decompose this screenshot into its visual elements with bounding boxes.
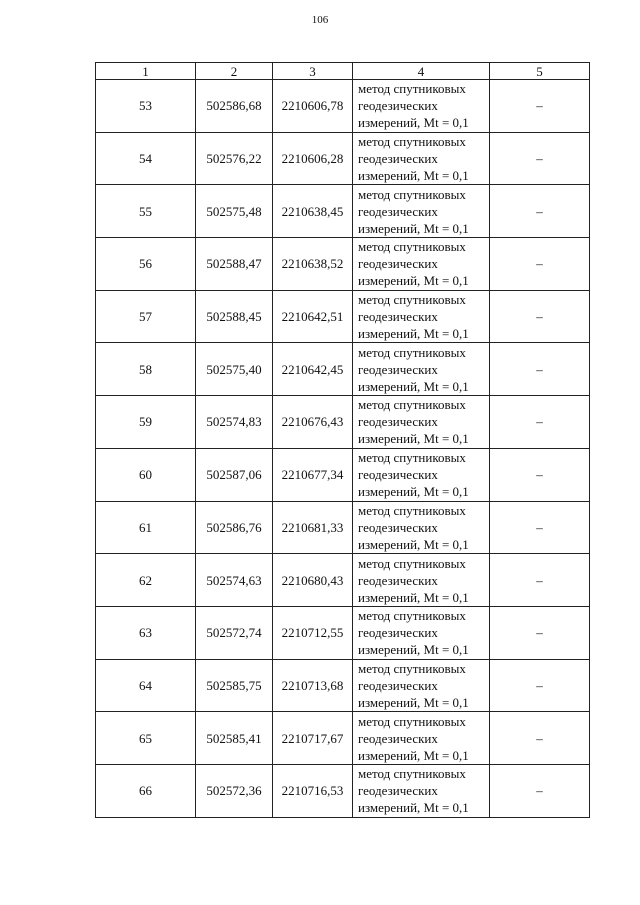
method-line: измерений, Mt = 0,1 xyxy=(358,273,469,289)
point-number-cell: 60 xyxy=(96,448,196,501)
method-line: измерений, Mt = 0,1 xyxy=(358,220,469,236)
x-coordinate-cell: 502587,06 xyxy=(196,448,273,501)
table-row xyxy=(96,290,590,343)
point-number-cell: 58 xyxy=(96,343,196,396)
y-coordinate-cell: 2210716,53 xyxy=(273,764,353,817)
method-line: измерений, Mt = 0,1 xyxy=(358,431,469,447)
page-number: 106 xyxy=(311,14,329,26)
x-coordinate-cell: 502575,48 xyxy=(196,185,273,238)
y-coordinate-cell: 2210680,43 xyxy=(273,554,353,607)
table-row xyxy=(96,712,590,765)
method-line: геодезических xyxy=(358,151,438,167)
x-coordinate-cell: 502586,68 xyxy=(196,80,273,133)
note-cell: – xyxy=(490,606,590,659)
note-cell: – xyxy=(490,501,590,554)
method-line: измерений, Mt = 0,1 xyxy=(358,484,469,500)
method-line: метод спутниковых xyxy=(358,292,466,308)
x-coordinate-cell: 502574,63 xyxy=(196,554,273,607)
method-cell xyxy=(353,659,490,712)
y-coordinate-cell: 2210717,67 xyxy=(273,712,353,765)
table-row xyxy=(96,396,590,449)
method-line: измерений, Mt = 0,1 xyxy=(358,536,469,552)
x-coordinate-cell: 502575,40 xyxy=(196,343,273,396)
method-cell xyxy=(353,343,490,396)
method-line: геодезических xyxy=(358,572,438,588)
method-cell xyxy=(353,238,490,291)
table-row xyxy=(96,764,590,817)
method-line: метод спутниковых xyxy=(358,713,466,729)
point-number-cell: 64 xyxy=(96,659,196,712)
x-coordinate-cell: 502585,75 xyxy=(196,659,273,712)
point-number-cell: 63 xyxy=(96,606,196,659)
y-coordinate-cell: 2210638,45 xyxy=(273,185,353,238)
table-row xyxy=(96,132,590,185)
method-line: геодезических xyxy=(358,625,438,641)
method-line: геодезических xyxy=(358,677,438,693)
header-cell-2: 2 xyxy=(196,63,273,80)
method-line: метод спутниковых xyxy=(358,608,466,624)
method-line: геодезических xyxy=(358,361,438,377)
note-cell: – xyxy=(490,659,590,712)
method-line: измерений, Mt = 0,1 xyxy=(358,115,469,131)
point-number-cell: 59 xyxy=(96,396,196,449)
x-coordinate-cell: 502588,45 xyxy=(196,290,273,343)
note-cell: – xyxy=(490,554,590,607)
method-line: метод спутниковых xyxy=(358,555,466,571)
x-coordinate-cell: 502576,22 xyxy=(196,132,273,185)
y-coordinate-cell: 2210713,68 xyxy=(273,659,353,712)
method-line: геодезических xyxy=(358,98,438,114)
method-line: геодезических xyxy=(358,203,438,219)
point-number-cell: 55 xyxy=(96,185,196,238)
note-cell: – xyxy=(490,80,590,133)
point-number-cell: 53 xyxy=(96,80,196,133)
note-cell: – xyxy=(490,764,590,817)
table-body xyxy=(96,80,590,818)
method-line: измерений, Mt = 0,1 xyxy=(358,378,469,394)
method-cell xyxy=(353,448,490,501)
note-cell: – xyxy=(490,712,590,765)
table-row xyxy=(96,501,590,554)
y-coordinate-cell: 2210642,51 xyxy=(273,290,353,343)
method-cell xyxy=(353,132,490,185)
table-row xyxy=(96,554,590,607)
table-row xyxy=(96,238,590,291)
point-number-cell: 57 xyxy=(96,290,196,343)
method-line: метод спутниковых xyxy=(358,660,466,676)
note-cell: – xyxy=(490,343,590,396)
table-row xyxy=(96,606,590,659)
x-coordinate-cell: 502588,47 xyxy=(196,238,273,291)
table-row xyxy=(96,659,590,712)
coordinates-table xyxy=(95,62,590,818)
note-cell: – xyxy=(490,185,590,238)
point-number-cell: 61 xyxy=(96,501,196,554)
note-cell: – xyxy=(490,396,590,449)
method-line: измерений, Mt = 0,1 xyxy=(358,800,469,816)
y-coordinate-cell: 2210677,34 xyxy=(273,448,353,501)
method-line: геодезических xyxy=(358,730,438,746)
method-line: геодезических xyxy=(358,519,438,535)
method-line: геодезических xyxy=(358,256,438,272)
x-coordinate-cell: 502586,76 xyxy=(196,501,273,554)
method-cell xyxy=(353,764,490,817)
method-line: метод спутниковых xyxy=(358,344,466,360)
note-cell: – xyxy=(490,238,590,291)
method-line: геодезических xyxy=(358,467,438,483)
method-line: метод спутниковых xyxy=(358,502,466,518)
method-cell xyxy=(353,501,490,554)
method-line: метод спутниковых xyxy=(358,186,466,202)
note-cell: – xyxy=(490,448,590,501)
method-line: измерений, Mt = 0,1 xyxy=(358,694,469,710)
method-line: геодезических xyxy=(358,783,438,799)
y-coordinate-cell: 2210606,78 xyxy=(273,80,353,133)
y-coordinate-cell: 2210676,43 xyxy=(273,396,353,449)
note-cell: – xyxy=(490,290,590,343)
point-number-cell: 66 xyxy=(96,764,196,817)
method-line: метод спутниковых xyxy=(358,81,466,97)
table-row xyxy=(96,185,590,238)
note-cell: – xyxy=(490,132,590,185)
method-cell xyxy=(353,554,490,607)
table-header xyxy=(96,63,590,80)
header-cell-4: 4 xyxy=(353,63,490,80)
method-line: метод спутниковых xyxy=(358,766,466,782)
y-coordinate-cell: 2210638,52 xyxy=(273,238,353,291)
point-number-cell: 56 xyxy=(96,238,196,291)
method-cell xyxy=(353,80,490,133)
method-line: метод спутниковых xyxy=(358,239,466,255)
header-row xyxy=(96,63,590,80)
method-line: геодезических xyxy=(358,309,438,325)
method-line: измерений, Mt = 0,1 xyxy=(358,589,469,605)
x-coordinate-cell: 502572,36 xyxy=(196,764,273,817)
method-cell xyxy=(353,712,490,765)
header-cell-3: 3 xyxy=(273,63,353,80)
point-number-cell: 62 xyxy=(96,554,196,607)
x-coordinate-cell: 502572,74 xyxy=(196,606,273,659)
method-line: метод спутниковых xyxy=(358,134,466,150)
method-cell xyxy=(353,606,490,659)
header-cell-5: 5 xyxy=(490,63,590,80)
point-number-cell: 65 xyxy=(96,712,196,765)
method-line: метод спутниковых xyxy=(358,397,466,413)
method-line: измерений, Mt = 0,1 xyxy=(358,168,469,184)
table-row xyxy=(96,80,590,133)
y-coordinate-cell: 2210712,55 xyxy=(273,606,353,659)
y-coordinate-cell: 2210642,45 xyxy=(273,343,353,396)
y-coordinate-cell: 2210681,33 xyxy=(273,501,353,554)
method-line: метод спутниковых xyxy=(358,450,466,466)
method-line: геодезических xyxy=(358,414,438,430)
x-coordinate-cell: 502585,41 xyxy=(196,712,273,765)
header-cell-1: 1 xyxy=(96,63,196,80)
method-cell xyxy=(353,396,490,449)
method-line: измерений, Mt = 0,1 xyxy=(358,326,469,342)
method-cell xyxy=(353,290,490,343)
method-line: измерений, Mt = 0,1 xyxy=(358,642,469,658)
table-row xyxy=(96,343,590,396)
x-coordinate-cell: 502574,83 xyxy=(196,396,273,449)
table-row xyxy=(96,448,590,501)
method-cell xyxy=(353,185,490,238)
method-line: измерений, Mt = 0,1 xyxy=(358,747,469,763)
point-number-cell: 54 xyxy=(96,132,196,185)
y-coordinate-cell: 2210606,28 xyxy=(273,132,353,185)
